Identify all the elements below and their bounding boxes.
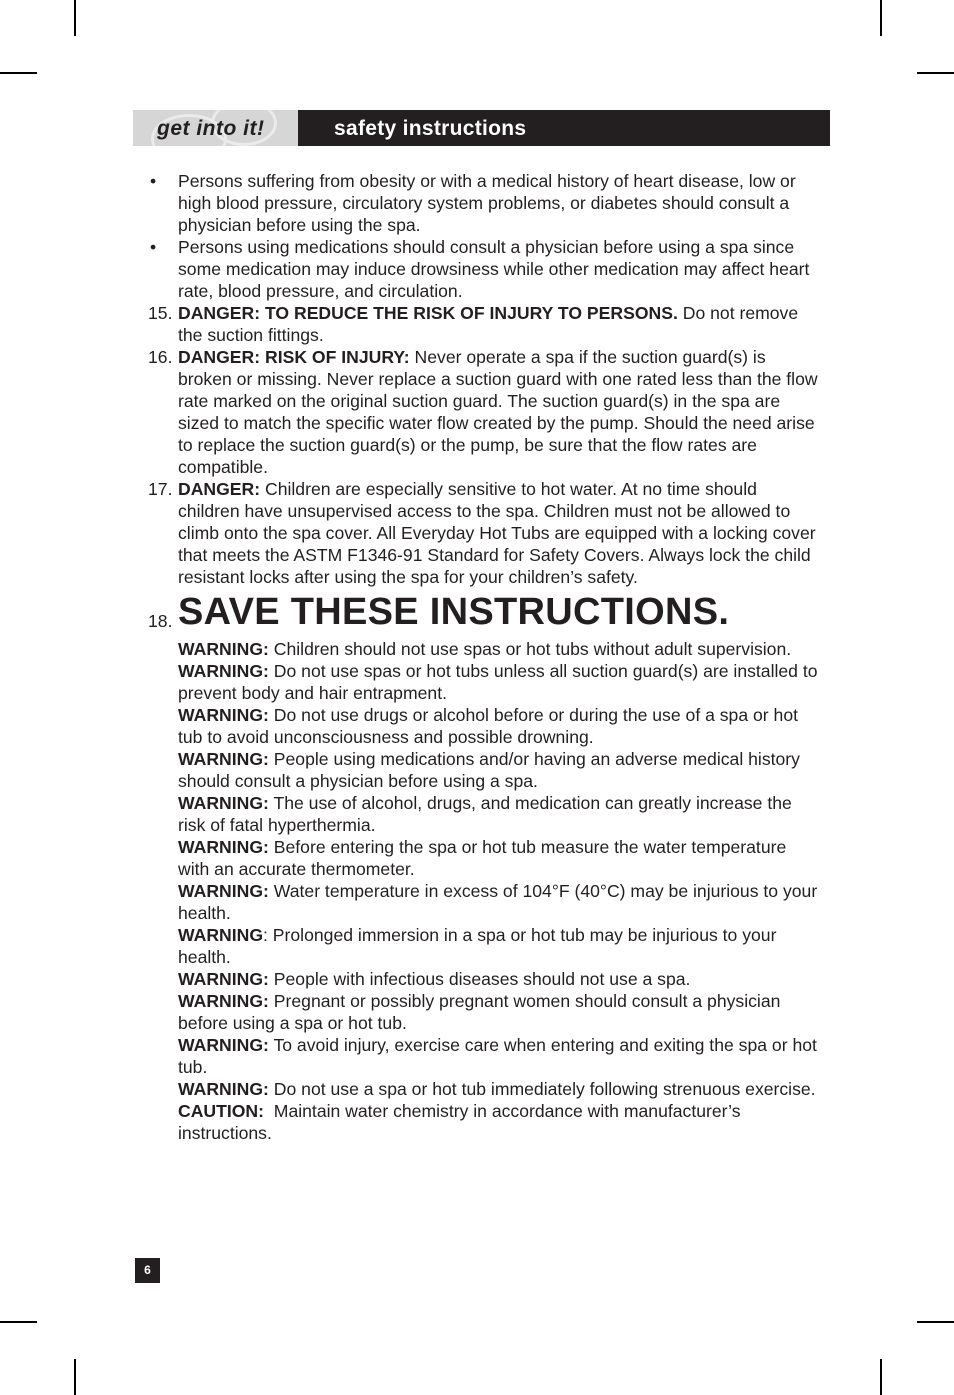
bullet-marker: • [150,171,157,191]
warning-lead: WARNING: [178,1079,269,1099]
warning-lead: WARNING: [178,705,269,725]
warning-lead: WARNING: [178,661,269,681]
warning-text: People with infectious diseases should not use a spa. [268,969,691,989]
warning-item [178,968,818,990]
warning-lead: WARNING: [178,991,269,1011]
warning-text: Do not use spas or hot tubs unless all suction guard(s) are installed to prevent body and hair entrapment. [178,661,818,703]
warning-item [178,1034,818,1078]
section-label: get into it! [157,117,265,140]
crop-mark [880,1359,882,1395]
section-header [133,110,830,146]
warning-text: Before entering the spa or hot tub measure the water temperature with an accurate thermometer. [178,837,787,879]
warning-item [178,836,818,880]
item-text: Do not remove the suction fittings. [178,303,799,345]
item-text: Children are especially sensitive to hot water. At no time should children have unsupervised access to the spa. Children must not be allowed to climb onto the spa cover. All Everyday Hot Tubs are equipped with a locking cover that meets the ASTM F1346-91 Standard for Safety Covers. Always lock the child resistant locks after using the spa for your children’s safety. [178,479,816,587]
warning-lead: WARNING: [178,881,269,901]
warning-item [178,1078,818,1100]
list-item [148,236,818,302]
numbered-item-17 [148,478,818,588]
page-title: safety instructions [334,117,527,140]
warning-text: Pregnant or possibly pregnant women should consult a physician before using a spa or hot tub. [178,991,781,1033]
crop-mark [917,1321,954,1323]
warning-item [178,638,818,660]
item-number: 18. [148,611,173,631]
danger-lead: DANGER: [178,479,261,499]
warning-text: Do not use a spa or hot tub immediately following strenuous exercise. [268,1079,816,1099]
crop-mark [0,72,37,74]
section-tab [133,110,298,146]
warning-lead: WARNING: [178,793,269,813]
crop-mark [880,0,882,36]
warning-item [178,990,818,1034]
warning-text: Children should not use spas or hot tubs without adult supervision. [268,639,792,659]
bullet-marker: • [150,237,157,257]
numbered-item-16 [148,346,818,478]
page-number: 6 [135,1258,160,1283]
list-item [148,170,818,236]
crop-mark [74,1359,76,1395]
save-instructions-heading: SAVE THESE INSTRUCTIONS. [178,591,730,633]
warning-lead: WARNING: [178,639,269,659]
title-bar [298,110,830,146]
warning-lead: WARNING: [178,969,269,989]
warning-lead: WARNING: [178,749,269,769]
warning-text: People using medications and/or having an adverse medical history should consult a physician before using a spa. [178,749,800,791]
numbered-item-18 [148,590,818,638]
item-number: 15. [148,303,173,323]
warning-text: : Prolonged immersion in a spa or hot tub may be injurious to your health. [178,925,777,967]
instructions-body [148,170,818,1144]
item-number: 17. [148,479,173,499]
bullet-text: Persons suffering from obesity or with a medical history of heart disease, low or high blood pressure, circulatory system problems, or diabetes should consult a physician before using the spa. [178,171,796,235]
warning-item [178,792,818,836]
caution-lead: CAUTION: [178,1101,265,1121]
crop-mark [917,72,954,74]
caution-item [178,1100,818,1144]
warning-text: To avoid injury, exercise care when entering and exiting the spa or hot tub. [178,1035,817,1077]
warning-lead: WARNING [178,925,264,945]
warning-item [178,880,818,924]
danger-lead: DANGER: TO REDUCE THE RISK OF INJURY TO PERSONS. [178,303,678,323]
danger-lead: DANGER: RISK OF INJURY: [178,347,410,367]
warning-text: Water temperature in excess of 104°F (40°C) may be injurious to your health. [178,881,818,923]
warning-lead: WARNING: [178,837,269,857]
warning-lead: WARNING: [178,1035,269,1055]
item-number: 16. [148,347,173,367]
warning-text: The use of alcohol, drugs, and medication can greatly increase the risk of fatal hyperthermia. [178,793,792,835]
numbered-item-15 [148,302,818,346]
crop-mark [0,1321,37,1323]
caution-text: Maintain water chemistry in accordance with manufacturer’s instructions. [178,1101,746,1143]
warning-item [178,924,818,968]
warning-text: Do not use drugs or alcohol before or during the use of a spa or hot tub to avoid unconsciousness and possible drowning. [178,705,799,747]
crop-mark [74,0,76,36]
warning-item [178,704,818,748]
item-text: Never operate a spa if the suction guard(s) is broken or missing. Never replace a suction guard with one rated less than the flow rate marked on the original suction guard. The suction guard(s) in the spa are sized to match the specific water flow created by the pump. Should the need arise to replace the suction guard(s) or the pump, be sure that the flow rates are compatible. [178,347,818,477]
warning-item [178,748,818,792]
warnings-list [148,638,818,1144]
warning-item [178,660,818,704]
bullet-text: Persons using medications should consult a physician before using a spa since some medication may induce drowsiness while other medication may affect heart rate, blood pressure, and circulation. [178,237,810,301]
